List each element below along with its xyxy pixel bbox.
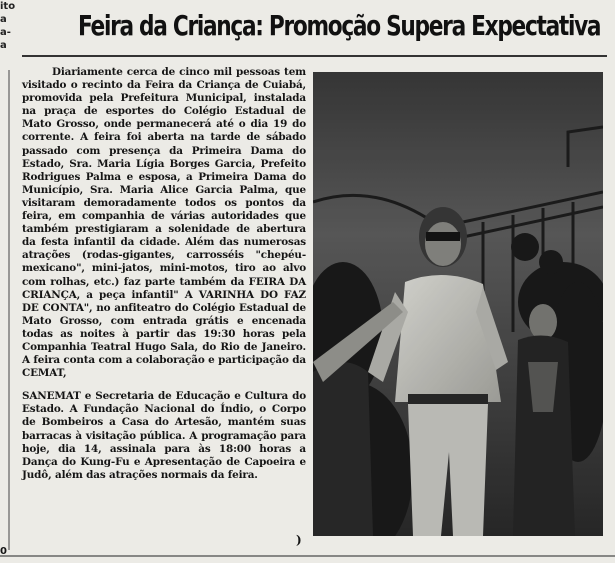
edge-fragment-2: a [0,14,7,25]
edge-fragment-4: a [0,40,7,51]
article-body [22,66,306,482]
news-photo [313,72,603,536]
edge-fragment-3: a- [0,27,11,38]
closing-mark: ) [296,533,302,547]
adjacent-column-fragment [0,0,16,60]
headline-rule [22,55,607,57]
edge-number: 0 [0,546,7,557]
column-divider [8,70,10,550]
article-paragraph-2: SANEMAT e Secretaria de Educação e Cultura do Estado. A Fundação Nacional do Índio, o Corpo de Bombeiros a Casa do Artesão, mantém suas barracas à visitação pública. A programação para hoje, dia 14, assinala para às 18:00 horas a Dança do Kung-Fu e Apresentação de Capoeira e Judô, além das atrações normais da feira. [22,390,306,481]
bottom-rule [0,555,615,557]
edge-fragment-1: ito [0,1,16,12]
photo-illustration [313,72,603,536]
article-paragraph-1: Diariamente cerca de cinco mil pessoas tem visitado o recinto da Feira da Criança de Cuiabá, promovida pela Prefeitura Municipal, instalada na praça de esportes do Colégio Estadual de Mato Grosso, onde permanecerá até o dia 19 do corrente. A feira foi aberta na tarde de sábado passado com presença da Primeira Dama do Estado, Sra. Maria Lígia Borges Garcia, Prefeito Rodrigues Palma e esposa, a Primeira Dama do Município, Sra. Maria Alice Garcia Palma, que visitaram demoradamente todos os pontos da feira, em companhia de várias autoridades que também prestigiaram a solenidade de abertura da festa infantil da cidade. Além das numerosas atrações (rodas-gigantes, carrosséis "chepéu-mexicano", mini-jatos, mini-motos, tiro ao alvo com rolhas, etc.) faz parte também da FEIRA DA CRIANÇA, a peça infantil" A VARINHA DO FAZ DE CONTA", no anfiteatro do Colégio Estadual de Mato Grosso, com entrada grátis e encenada todas as noites à partir das 19:30 horas pela Companhia Teatral Hugo Sala, do Rio de Janeiro. A feira conta com a colaboração e participação da CEMAT, [22,66,306,380]
headline: Feira da Criança: Promoção Supera Expectativa [78,9,601,42]
